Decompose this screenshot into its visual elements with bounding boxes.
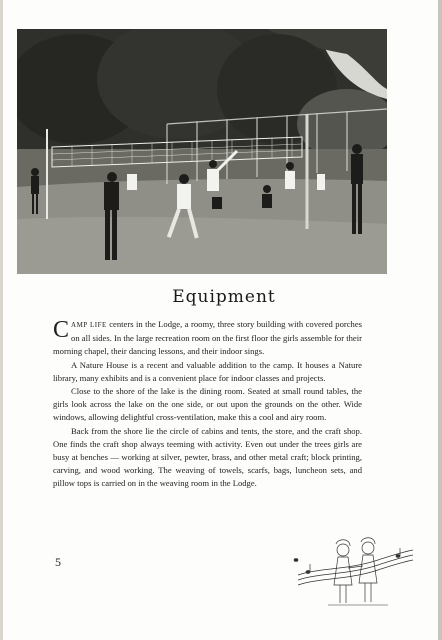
paragraph-2: A Nature House is a recent and valuable addition to the camp. It houses a Nature library, many exhibits and is a convenient place for indoor classes and projects.	[53, 359, 362, 383]
singing-girls-sketch-icon	[288, 530, 418, 614]
paragraph-4: Back from the shore lie the circle of cabins and tents, the store, and the craft shop. One finds the craft shop always teeming with activity. Even out under the trees girls are busy at benches — working at silver, pewter, brass, and other metal craft; block printing, carving, and wood working. The weaving of towels, scarfs, bags, luncheon sets, and pillow tops is carried on in the weaving room in the Lodge.	[53, 425, 362, 489]
volleyball-photo	[17, 29, 387, 274]
page-number: 5	[55, 555, 61, 569]
paragraph-1-text: centers in the Lodge, a roomy, three story building with covered porches on all sides. In the large recreation room on the first floor the girls assemble for their morning chapel, their dancing lessons, and their indoor sings.	[53, 319, 362, 357]
paragraph-1	[53, 318, 362, 359]
paragraph-3: Close to the shore of the lake is the dining room. Seated at small round tables, the girls look across the lake on the one side, or out upon the grounds on the other. Wide windows, allowing delightful cross-ventilation, make this a cool and airy room.	[53, 386, 362, 423]
drop-cap: C	[53, 317, 70, 343]
small-caps-lead: AMP LIFE	[71, 321, 107, 329]
page-title: Equipment	[172, 287, 276, 307]
body-text	[53, 318, 362, 491]
